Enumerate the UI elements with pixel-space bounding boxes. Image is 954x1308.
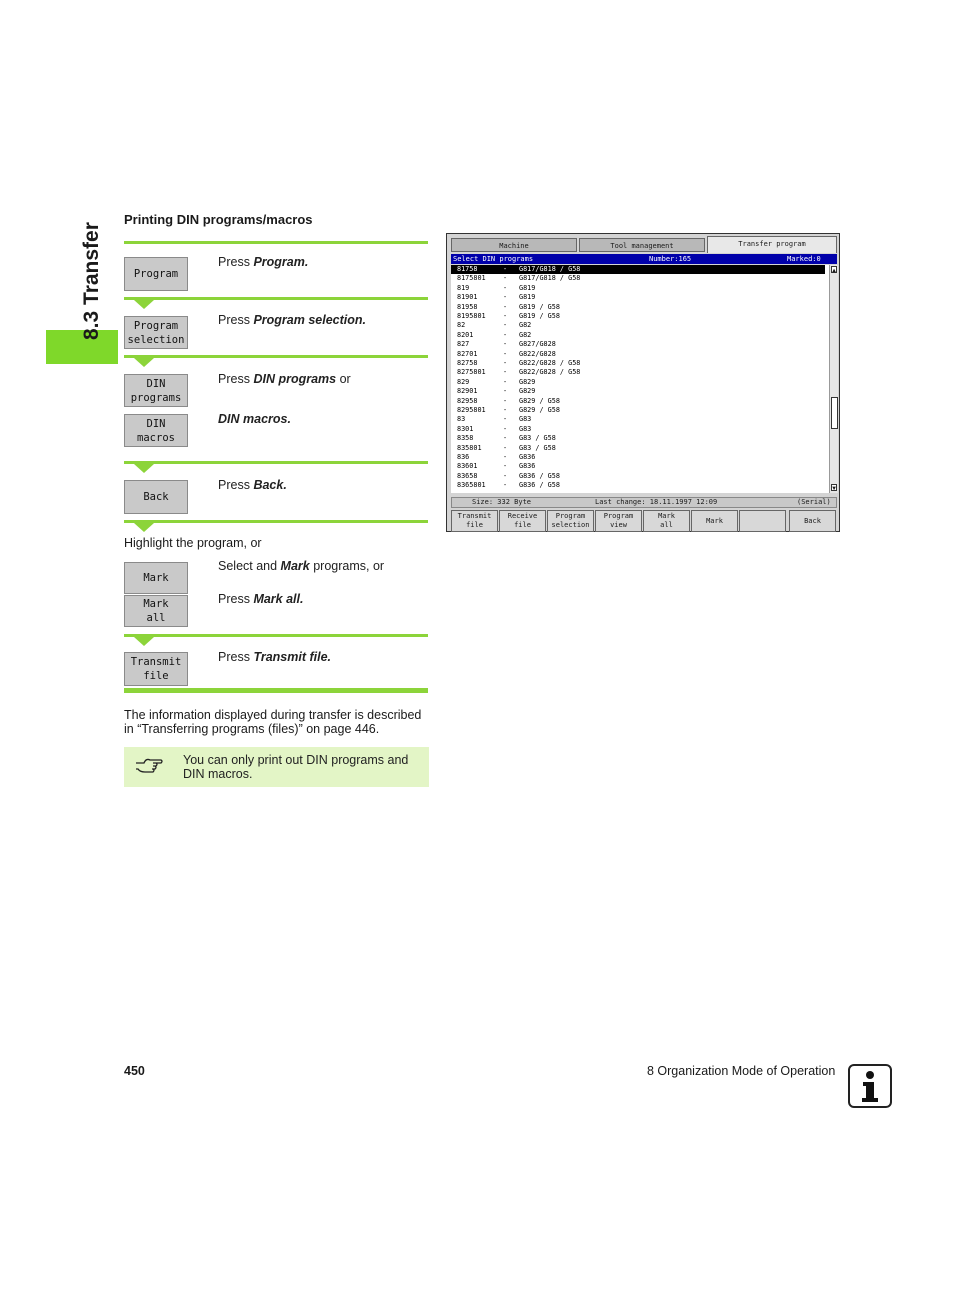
program-number: 819	[457, 283, 470, 292]
note-text: You can only print out DIN programs and DIN macros.	[183, 753, 409, 781]
program-number: 8365801	[457, 481, 486, 490]
softkey-empty[interactable]	[739, 510, 786, 532]
program-number: 8301	[457, 424, 474, 433]
list-item[interactable]	[451, 368, 825, 377]
list-item[interactable]	[451, 321, 825, 330]
program-number: 8275801	[457, 368, 486, 377]
program-separator: -	[503, 312, 508, 320]
list-item[interactable]	[451, 425, 825, 434]
tab-transfer-program[interactable]: Transfer program	[707, 236, 837, 253]
step-arrow-icon	[134, 637, 154, 646]
program-number: 83	[457, 415, 466, 424]
highlight-instruction: Highlight the program, or	[124, 536, 262, 550]
program-cycles: G827/G828	[519, 340, 556, 349]
list-item[interactable]	[451, 387, 825, 396]
program-cycles: G819 / G58	[519, 312, 560, 320]
program-cycles: G822/G828 / G58	[519, 368, 581, 377]
list-item[interactable]	[451, 274, 825, 283]
program-cycles: G83 / G58	[519, 443, 556, 452]
program-cycles: G829	[519, 377, 536, 386]
step-progsel-text: Press Program selection.	[218, 313, 366, 327]
list-item[interactable]	[451, 397, 825, 406]
program-number: 835801	[457, 443, 482, 452]
program-number: 82901	[457, 387, 478, 396]
program-number: 829	[457, 377, 470, 386]
program-separator: -	[503, 283, 508, 292]
program-cycles: G829	[519, 387, 536, 396]
scroll-down-icon[interactable]: ▼	[832, 485, 836, 492]
program-separator: -	[503, 321, 508, 330]
list-item[interactable]	[451, 453, 825, 462]
status-size: Size: 332 Byte	[472, 498, 532, 506]
program-separator: -	[503, 443, 508, 452]
program-separator: -	[503, 424, 508, 433]
step-back-text: Press Back.	[218, 478, 287, 492]
program-number: 83601	[457, 462, 478, 471]
program-separator: -	[503, 368, 508, 377]
step-divider	[124, 634, 428, 637]
step-divider	[124, 297, 428, 300]
program-separator: -	[503, 274, 508, 283]
list-item[interactable]	[451, 481, 825, 490]
program-cycles: G819	[519, 283, 536, 292]
scroll-thumb[interactable]	[831, 397, 838, 429]
program-cycles: G83 / G58	[519, 434, 556, 443]
program-number: 8358	[457, 434, 474, 443]
cnc-screen-capture	[446, 233, 840, 532]
program-cycles: G817/G818 / G58	[519, 265, 581, 273]
transmit-file-softkey: Transmit file	[124, 652, 188, 686]
step-arrow-icon	[134, 358, 154, 367]
program-separator: -	[503, 340, 508, 349]
program-separator: -	[503, 481, 508, 490]
program-cycles: G829 / G58	[519, 396, 560, 405]
list-item[interactable]	[451, 415, 825, 424]
side-tab-marker	[46, 330, 68, 364]
step-markall-text: Press Mark all.	[218, 592, 304, 606]
program-number: 8195801	[457, 312, 486, 320]
din-macros-softkey: DIN macros	[124, 414, 188, 447]
program-cycles: G83	[519, 424, 532, 433]
program-count: Number:165	[649, 255, 692, 263]
program-cycles: G83	[519, 415, 532, 424]
program-separator: -	[503, 462, 508, 471]
program-number: 82958	[457, 396, 478, 405]
program-cycles: G829 / G58	[519, 406, 560, 414]
softkey-transmit-file[interactable]: Transmit file	[451, 510, 498, 532]
program-cycles: G836	[519, 462, 536, 471]
program-cycles: G836 / G58	[519, 471, 560, 480]
program-separator: -	[503, 265, 508, 273]
step-divider	[124, 520, 428, 523]
step-arrow-icon	[134, 523, 154, 532]
tab-tool-management[interactable]: Tool management	[579, 238, 705, 252]
program-separator: -	[503, 330, 508, 339]
program-cycles: G822/G828 / G58	[519, 359, 581, 367]
program-list[interactable]	[451, 265, 829, 493]
list-item[interactable]	[451, 350, 825, 359]
step-divider	[124, 241, 428, 244]
program-number: 8175801	[457, 274, 486, 283]
step-arrow-icon	[134, 464, 154, 473]
list-item[interactable]	[451, 293, 825, 302]
program-cycles: G836	[519, 453, 536, 461]
list-item[interactable]	[451, 331, 825, 340]
program-separator: -	[503, 434, 508, 443]
list-item[interactable]	[451, 434, 825, 443]
program-number: 81958	[457, 302, 478, 311]
program-number: 836	[457, 453, 470, 461]
list-item[interactable]	[451, 444, 825, 453]
program-separator: -	[503, 377, 508, 386]
program-cycles: G817/G818 / G58	[519, 274, 581, 283]
program-separator: -	[503, 415, 508, 424]
list-item[interactable]	[451, 312, 825, 321]
step-end-divider	[124, 688, 428, 693]
program-cycles: G82	[519, 330, 532, 339]
softkey-back[interactable]: Back	[789, 510, 836, 532]
program-selection-softkey: Program selection	[124, 316, 188, 349]
list-item[interactable]	[451, 340, 825, 349]
program-separator: -	[503, 396, 508, 405]
section-heading: Printing DIN programs/macros	[124, 212, 313, 227]
program-number: 81901	[457, 293, 478, 302]
softkey-program-selection[interactable]: Program selection	[547, 510, 594, 532]
pointing-hand-icon	[134, 754, 164, 776]
program-number: 81758	[457, 265, 478, 273]
program-cycles: G819	[519, 293, 536, 302]
list-item[interactable]	[451, 284, 825, 293]
mark-softkey: Mark	[124, 562, 188, 594]
step-program-text: Press Program.	[218, 255, 309, 269]
program-separator: -	[503, 349, 508, 358]
list-item[interactable]	[451, 472, 825, 481]
list-scrollbar[interactable]	[829, 265, 838, 493]
list-title-bar	[451, 254, 837, 264]
program-number: 82	[457, 321, 466, 330]
softkey-mark-all[interactable]: Mark all	[643, 510, 690, 532]
step-arrow-icon	[134, 300, 154, 309]
step-dinprog-text: Press DIN programs or	[218, 372, 351, 386]
list-item[interactable]	[451, 378, 825, 387]
program-separator: -	[503, 302, 508, 311]
program-separator: -	[503, 387, 508, 396]
scroll-up-icon[interactable]: ▲	[832, 267, 836, 274]
softkey-receive-file[interactable]: Receive file	[499, 510, 546, 532]
program-separator: -	[503, 359, 508, 367]
program-cycles: G819 / G58	[519, 302, 560, 311]
program-number: 827	[457, 340, 470, 349]
list-item[interactable]	[451, 406, 825, 415]
page-number: 450	[124, 1064, 145, 1078]
tab-machine[interactable]: Machine	[451, 238, 577, 252]
program-number: 83658	[457, 471, 478, 480]
status-bar	[451, 497, 837, 508]
marked-count: Marked:0	[787, 255, 821, 263]
list-item[interactable]	[451, 462, 825, 471]
program-softkey: Program	[124, 257, 188, 291]
back-softkey: Back	[124, 480, 188, 514]
info-paragraph: The information displayed during transfer is described in “Transferring programs (files)” on page 446.	[124, 708, 422, 736]
list-item[interactable]	[451, 265, 825, 274]
chapter-footer: 8 Organization Mode of Operation	[647, 1064, 836, 1078]
list-item[interactable]	[451, 303, 825, 312]
list-title: Select DIN programs	[453, 255, 534, 263]
program-separator: -	[503, 471, 508, 480]
mark-all-softkey: Mark all	[124, 595, 188, 627]
step-divider	[124, 461, 428, 464]
program-cycles: G822/G828	[519, 349, 556, 358]
program-separator: -	[503, 293, 508, 302]
list-item[interactable]	[451, 359, 825, 368]
softkey-mark[interactable]: Mark	[691, 510, 738, 532]
program-number: 8201	[457, 330, 474, 339]
step-transmit-text: Press Transmit file.	[218, 650, 332, 664]
din-programs-softkey: DIN programs	[124, 374, 188, 407]
step-mark-text: Select and Mark programs, or	[218, 559, 385, 573]
program-number: 82701	[457, 349, 478, 358]
status-serial: (Serial)	[797, 498, 831, 506]
program-number: 82758	[457, 359, 478, 367]
program-separator: -	[503, 406, 508, 414]
program-cycles: G836 / G58	[519, 481, 560, 490]
side-chapter-title: 8.3 Transfer	[80, 222, 103, 340]
program-number: 8295801	[457, 406, 486, 414]
softkey-program-view[interactable]: Program view	[595, 510, 642, 532]
status-last-change: Last change: 18.11.1997 12:09	[595, 498, 718, 506]
info-icon	[848, 1064, 892, 1108]
step-divider	[124, 355, 428, 358]
step-dinmac-text: DIN macros.	[218, 412, 291, 426]
program-separator: -	[503, 453, 508, 461]
program-cycles: G82	[519, 321, 532, 330]
